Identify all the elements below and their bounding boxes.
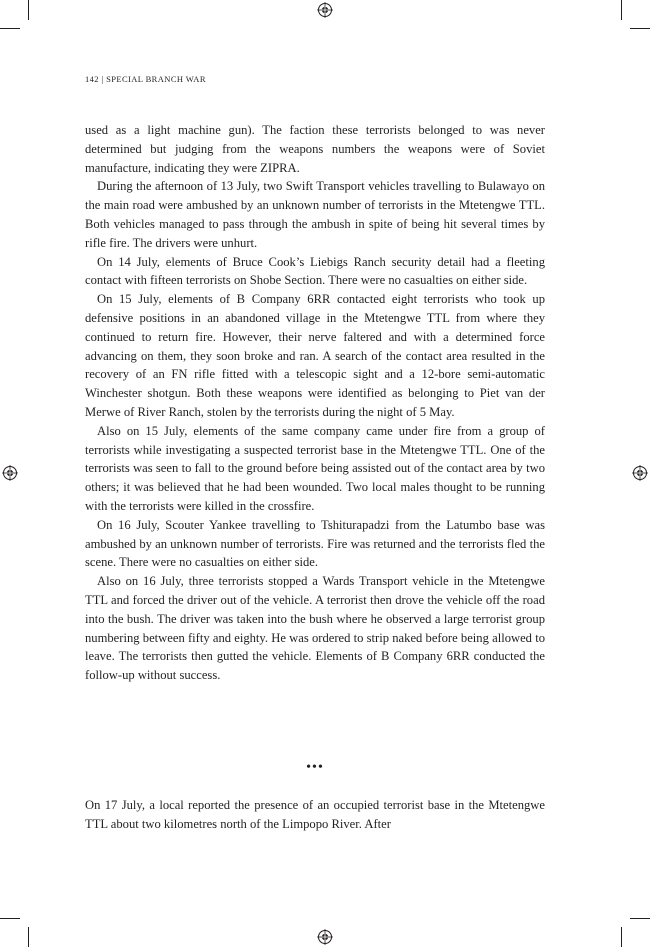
paragraph: On 17 July, a local reported the presence of an occupied terrorist base in the Mtetengwe TTL about two kilometres north of the Limpopo River. After xyxy=(85,798,545,831)
registration-mark-left-icon xyxy=(2,465,18,481)
paragraph: On 14 July, elements of Bruce Cook’s Liebigs Ranch security detail had a fleeting contact with fifteen terrorists on Shobe Section. There were no casualties on either side. xyxy=(85,254,545,288)
paragraph: Also on 16 July, three terrorists stopped a Wards Transport vehicle in the Mtetengwe TTL and forced the driver out of the vehicle. A terrorist then drove the vehicle off the road into the bush. The driver was taken into the bush where he observed a large terrorist group numbering between fifty and eighty. He was ordered to strip naked before being allowed to leave. The terrorists then gutted the vehicle. Elements of B Company 6RR conducted the follow-up without success. xyxy=(85,574,545,683)
registration-mark-right-icon xyxy=(632,465,648,481)
crop-mark-bottom-left-horizontal xyxy=(0,918,20,919)
running-head-separator: | xyxy=(101,74,104,84)
crop-mark-bottom-right-vertical xyxy=(621,927,622,947)
paragraph: During the afternoon of 13 July, two Swift Transport vehicles travelling to Bulawayo on the main road were ambushed by an unknown number of terrorists in the Mtetengwe TTL. Both vehicles managed to pass through the ambush in spite of being hit several times by rifle fire. The drivers were unhurt. xyxy=(85,179,545,250)
crop-mark-bottom-left-vertical xyxy=(28,927,29,947)
paragraph: On 15 July, elements of B Company 6RR contacted eight terrorists who took up defensive positions in an abandoned village in the Mtetengwe TTL from where they continued to return fire. However, their nerve faltered and with a determined force advancing on them, they soon broke and ran. A search of the contact area resulted in the recovery of an FN rifle fitted with a telescopic sight and a 12-bore semi-automatic Winchester shotgun. Both these weapons were identified as belonging to Piet van der Merwe of River Ranch, stolen by the terrorists during the night of 5 May. xyxy=(85,292,545,419)
paragraph: used as a light machine gun). The faction these terrorists belonged to was never determined but judging from the weapons numbers the weapons were of Soviet manufacture, indicating they were ZIPRA. xyxy=(85,123,545,175)
body-text-continued xyxy=(85,796,545,834)
crop-mark-top-left-horizontal xyxy=(0,28,20,29)
registration-mark-top-icon xyxy=(317,2,333,18)
paragraph: On 16 July, Scouter Yankee travelling to Tshiturapadzi from the Latumbo base was ambushed by an unknown number of terrorists. Fire was returned and the terrorists fled the scene. There were no casualties on either side. xyxy=(85,517,545,570)
crop-mark-top-left-vertical xyxy=(28,0,29,20)
crop-mark-top-right-vertical xyxy=(621,0,622,20)
body-text xyxy=(85,121,545,685)
crop-mark-top-right-horizontal xyxy=(630,28,650,29)
running-head-title: SPECIAL BRANCH WAR xyxy=(106,74,206,84)
page-number: 142 xyxy=(85,74,99,84)
crop-mark-bottom-right-horizontal xyxy=(630,918,650,919)
running-head xyxy=(85,74,206,84)
section-break: ••• xyxy=(306,760,324,775)
registration-mark-bottom-icon xyxy=(317,929,333,945)
paragraph: Also on 15 July, elements of the same company came under fire from a group of terrorists while investigating a suspected terrorist base in the Mtetengwe TTL. One of the terrorists was seen to fall to the ground before being assisted out of the contact area by two others; it was believed that he had been wounded. Two local males thought to be running with the terrorists were killed in the crossfire. xyxy=(85,423,545,513)
